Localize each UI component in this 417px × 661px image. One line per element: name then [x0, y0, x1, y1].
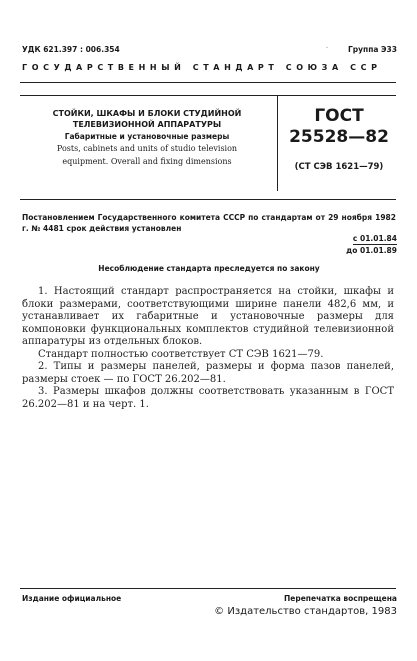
- title-block: [22, 108, 272, 167]
- group-code: Группа Э33: [347, 45, 397, 54]
- standard-body: [22, 286, 394, 411]
- mid-rule: [20, 199, 396, 200]
- validity-dates: [346, 233, 397, 256]
- title-line-2: ТЕЛЕВИЗИОННОЙ АППАРАТУРЫ: [72, 120, 222, 129]
- decree-text: Постановлением Государственного комитета СССР по стандартам от 29 ноября 1982 г. № 4481 срок действия установлен: [22, 213, 396, 233]
- clause-2: 2. Типы и размеры панелей, размеры и форма пазов панелей, размеры стоек — по ГОСТ 26.202—81.: [22, 361, 394, 385]
- clause-1: 1. Настоящий стандарт распространяется на стойки, шкафы и блоки размерами, соответствующими ширине панели 482,6 мм, и устанавливает их габаритные и установочные размеры для компоновки функциональных комплектов студийной телевизионной аппаратуры из отдельных блоков.: [22, 286, 394, 347]
- state-standard-heading: ГОСУДАРСТВЕННЫЙ СТАНДАРТ СОЮЗА ССР: [22, 63, 382, 72]
- gost-number-block: [282, 106, 396, 148]
- title-english-1: Posts, cabinets and units of studio television: [56, 144, 238, 153]
- title-line-1: СТОЙКИ, ШКАФЫ И БЛОКИ СТУДИЙНОЙ: [52, 109, 242, 118]
- compliance-note: Стандарт полностью соответствует СТ СЭВ 1621—79.: [38, 348, 324, 360]
- gost-label: ГОСТ: [314, 106, 364, 126]
- legal-warning: Несоблюдение стандарта преследуется по закону: [98, 264, 320, 273]
- speck: ·: [326, 45, 328, 52]
- top-rule-1: [20, 82, 396, 83]
- official-edition: Издание официальное: [22, 594, 122, 603]
- vertical-divider: [277, 96, 278, 191]
- clause-3: 3. Размеры шкафов должны соответствовать указанным в ГОСТ 26.202—81 и на черт. 1.: [22, 386, 394, 410]
- title-subtitle: Габаритные и установочные размеры: [64, 132, 230, 141]
- gost-number: 25528—82: [289, 127, 389, 147]
- udk-code: УДК 621.397 : 006.354: [22, 45, 120, 54]
- reprint-prohibited: Перепечатка воспрещена: [283, 594, 397, 603]
- title-english-2: equipment. Overall and fixing dimensions: [62, 157, 232, 166]
- valid-from: с 01.01.84: [352, 234, 397, 243]
- footer-rule: [20, 588, 396, 589]
- top-rule-2: [20, 95, 396, 96]
- cmea-reference: (СТ СЭВ 1621—79): [294, 162, 384, 172]
- valid-to: до 01.01.89: [346, 246, 397, 255]
- copyright: © Издательство стандартов, 1983: [214, 606, 397, 617]
